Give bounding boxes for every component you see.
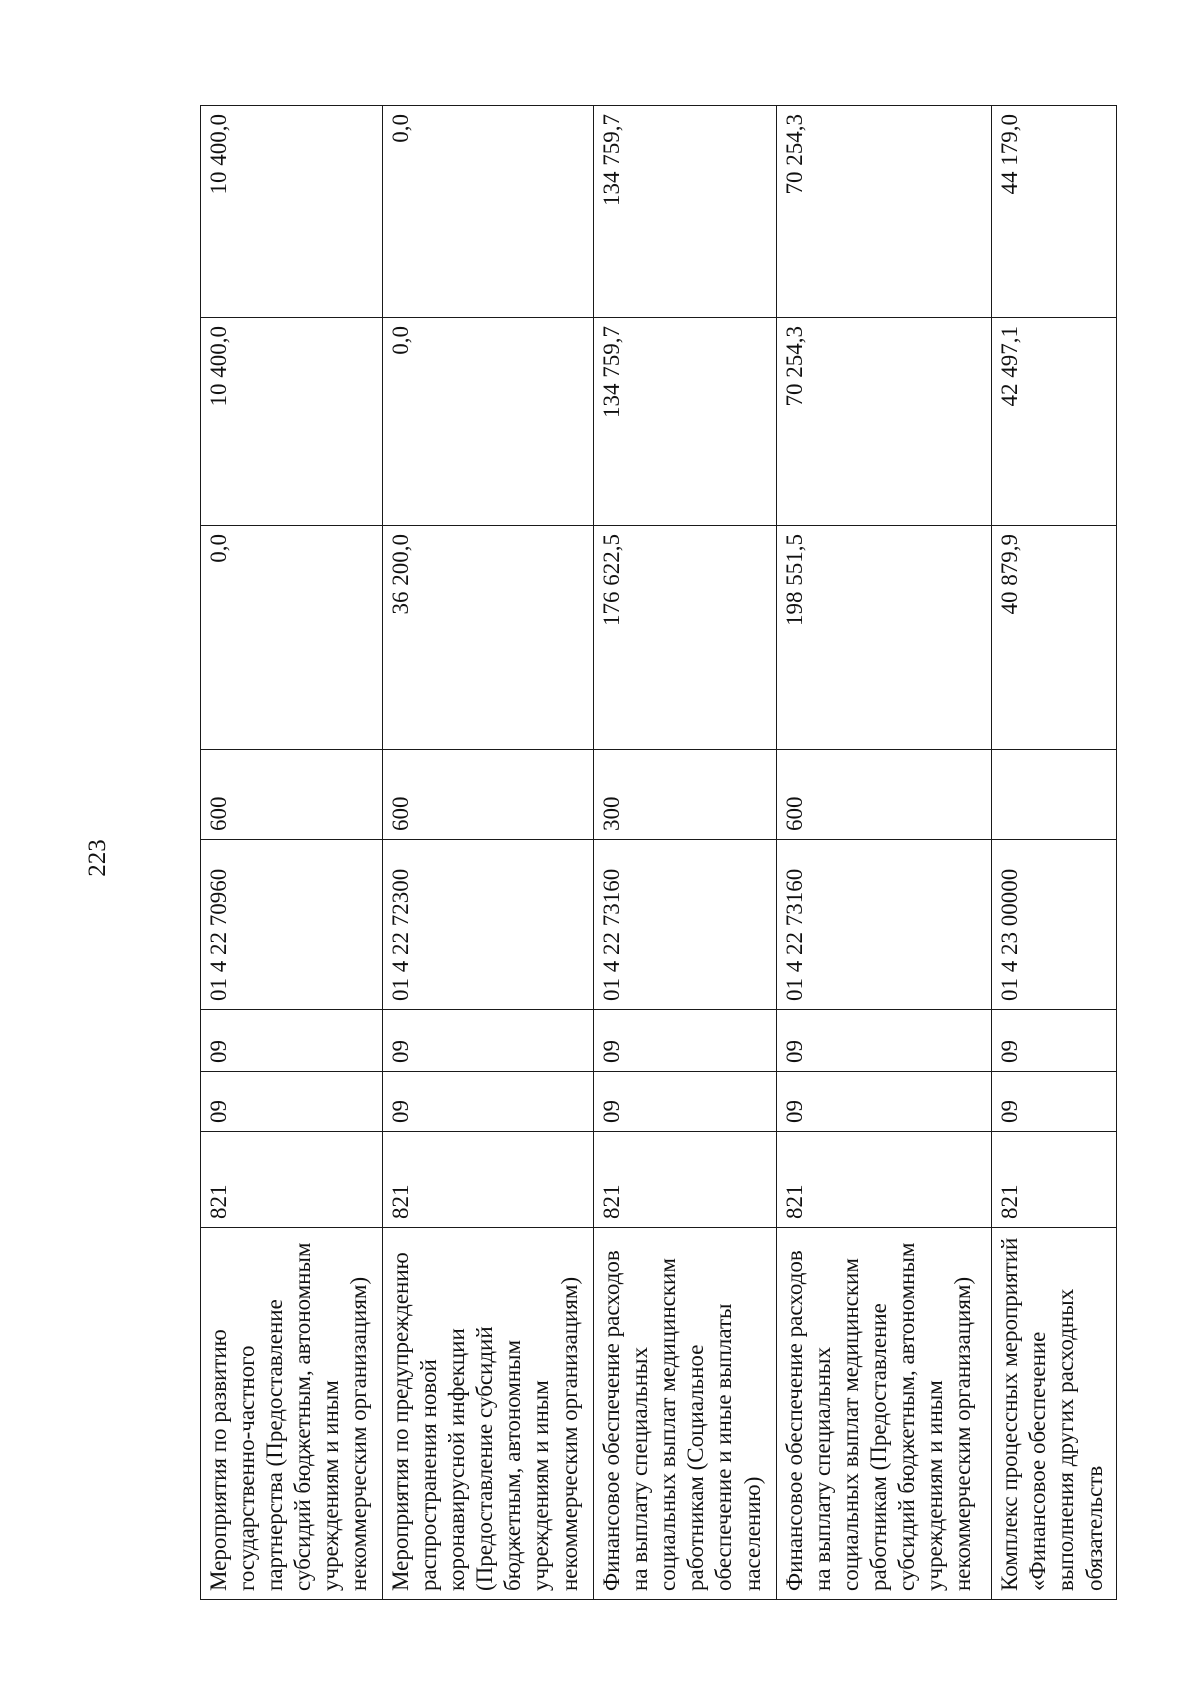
expense-type-cell: 600: [776, 750, 992, 840]
table-row: [201, 106, 383, 1600]
section-cell: 09: [383, 1072, 594, 1132]
year1-amount-cell: 36 200,0: [383, 526, 594, 750]
year3-amount-cell: 44 179,0: [992, 106, 1117, 318]
budget-code-cell: 821: [776, 1132, 992, 1228]
budget-code-cell: 821: [201, 1132, 383, 1228]
year3-amount-cell: 10 400,0: [201, 106, 383, 318]
year2-amount-cell: 10 400,0: [201, 318, 383, 526]
year1-amount-cell: 0,0: [201, 526, 383, 750]
budget-code-cell: 821: [383, 1132, 594, 1228]
expense-type-cell: [992, 750, 1117, 840]
year2-amount-cell: 134 759,7: [594, 318, 776, 526]
year2-amount-cell: 70 254,3: [776, 318, 992, 526]
section-cell: 09: [594, 1072, 776, 1132]
year3-amount-cell: 0,0: [383, 106, 594, 318]
year1-amount-cell: 176 622,5: [594, 526, 776, 750]
subsection-cell: 09: [383, 1010, 594, 1072]
target-article-cell: 01 4 22 73160: [594, 840, 776, 1010]
expense-type-cell: 600: [201, 750, 383, 840]
table-row: [594, 106, 776, 1600]
table-row: [776, 106, 992, 1600]
year1-amount-cell: 198 551,5: [776, 526, 992, 750]
year1-amount-cell: 40 879,9: [992, 526, 1117, 750]
target-article-cell: 01 4 23 00000: [992, 840, 1117, 1010]
row-description: Финансовое обеспечение расходов на выплату специальных социальных выплат медицинским работникам (Предоставление субсидий бюджетным, автономным учреждениям и иным некоммерческим организациям): [776, 1228, 992, 1600]
row-description: Мероприятия по предупреждению распространения новой коронавирусной инфекции (Предоставление субсидий бюджетным, автономным учреждениям и иным некоммерческим организациям): [383, 1228, 594, 1600]
subsection-cell: 09: [992, 1010, 1117, 1072]
row-description: Финансовое обеспечение расходов на выплату специальных социальных выплат медицинским работникам (Социальное обеспечение и иные выплаты населению): [594, 1228, 776, 1600]
subsection-cell: 09: [594, 1010, 776, 1072]
budget-table-container: [200, 106, 1117, 1600]
budget-code-cell: 821: [992, 1132, 1117, 1228]
subsection-cell: 09: [201, 1010, 383, 1072]
year3-amount-cell: 70 254,3: [776, 106, 992, 318]
section-cell: 09: [776, 1072, 992, 1132]
target-article-cell: 01 4 22 72300: [383, 840, 594, 1010]
year2-amount-cell: 42 497,1: [992, 318, 1117, 526]
expense-type-cell: 600: [383, 750, 594, 840]
section-cell: 09: [201, 1072, 383, 1132]
table-row: [992, 106, 1117, 1600]
expense-type-cell: 300: [594, 750, 776, 840]
row-description: Мероприятия по развитию государственно-частного партнерства (Предоставление субсидий бюджетным, автономным учреждениям и иным некоммерческим организациям): [201, 1228, 383, 1600]
row-description: Комплекс процессных мероприятий «Финансовое обеспечение выполнения других расходных обязательств: [992, 1228, 1117, 1600]
budget-code-cell: 821: [594, 1132, 776, 1228]
year2-amount-cell: 0,0: [383, 318, 594, 526]
section-cell: 09: [992, 1072, 1117, 1132]
target-article-cell: 01 4 22 70960: [201, 840, 383, 1010]
table-row: [383, 106, 594, 1600]
page-number: 223: [84, 839, 111, 877]
subsection-cell: 09: [776, 1010, 992, 1072]
target-article-cell: 01 4 22 73160: [776, 840, 992, 1010]
year3-amount-cell: 134 759,7: [594, 106, 776, 318]
budget-table: [200, 105, 1117, 1600]
